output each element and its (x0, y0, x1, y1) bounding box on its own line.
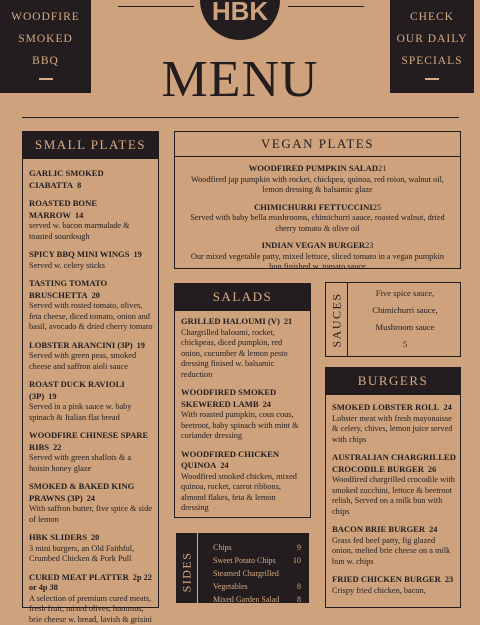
menu-item-price: 23 (445, 575, 453, 584)
menu-item-head (29, 430, 153, 453)
left-badge-line: SMOKED (0, 28, 91, 50)
menu-item-price: 21 (378, 164, 386, 173)
side-item (213, 541, 301, 554)
logo-mark (196, 0, 284, 50)
burgers-panel (325, 394, 461, 608)
menu-item-name: HBK SLIDERS (29, 532, 87, 542)
menu-item-price: 8 (77, 181, 81, 190)
menu-item-head (29, 249, 153, 261)
menu-item-head (29, 572, 153, 594)
menu-item (181, 387, 305, 442)
sides-panel (176, 533, 309, 603)
menu-item (29, 249, 153, 271)
menu-item-name: INDIAN VEGAN BURGER (262, 240, 365, 250)
menu-item-price: 2p 22 or 4p 38 (29, 573, 152, 593)
salads-list (181, 316, 305, 514)
right-badge-line: OUR DAILY (390, 28, 474, 50)
menu-item (29, 532, 153, 565)
side-item-price: 9 (297, 541, 301, 554)
side-item-name: Sweet Potato Chips (213, 554, 276, 567)
side-item-price: 8 (297, 593, 301, 606)
side-item-name: Mixed Garden Salad (213, 593, 279, 606)
menu-item-name: FRIED CHICKEN BURGER (332, 574, 441, 584)
top-rule-right (288, 6, 364, 7)
menu-item-head (187, 240, 448, 252)
top-rule-left (118, 6, 194, 7)
menu-item-head (181, 449, 305, 472)
badge-dash (39, 78, 53, 80)
menu-item-desc: With roasted pumpkin, cous cous, beetroot, baby spinach with mint & coriander dressing (181, 410, 305, 442)
menu-item (29, 572, 153, 625)
menu-item-desc: Crispy fried chicken, bacon, (332, 586, 456, 597)
logo (196, 0, 284, 50)
small-plates-panel (22, 158, 159, 608)
side-item-price: 10 (293, 554, 301, 567)
menu-item-name: LOBSTER ARANCINI (3P) (29, 340, 133, 350)
sauce-item: Chimichurri sauce, (350, 302, 460, 319)
menu-item-price: 23 (365, 241, 373, 250)
menu-item-desc: Served with baby bella mushrooms, chimichurri sauce, roasted walnut, dried cherry tomato & olive oil (187, 213, 448, 234)
menu-item-price: 14 (75, 211, 83, 220)
menu-item-desc: Woodfired smoked chicken, mixed quinoa, rocket, carrot ribbons, almond flakes, feta & lemon dressing (181, 472, 305, 514)
menu-item-price: 19 (48, 392, 56, 401)
menu-item-price: 19 (137, 341, 145, 350)
menu-item-desc: Lobster meat with fresh mayonaisse & celery, chives, lemon juice served with chips (332, 414, 456, 446)
badge-dash (425, 78, 439, 80)
menu-item (29, 278, 153, 333)
menu-item-desc: A selection of premium cured meats, fresh fruit, mixed olives, hummus, brie cheese w. bread, lavish & grisini (29, 594, 153, 625)
small-plates-title: SMALL PLATES (35, 137, 146, 152)
menu-item-price: 25 (373, 203, 381, 212)
menu-item (181, 449, 305, 514)
menu-item-desc: Served w. celery sticks (29, 261, 153, 272)
side-item (213, 554, 301, 567)
menu-item-name: CHIMICHURRI FETTUCCINI (254, 202, 373, 212)
right-badge (390, 0, 474, 93)
menu-item-name: WOODFIRED SMOKED SKEWERED LAMB (181, 387, 276, 409)
menu-item-desc: Chargrilled haloumi, rocket, chickpeas, diced pumpkin, red onion, cucumber & lemon pesto dressing finised w. balsamic reduction (181, 328, 305, 381)
menu-item (181, 316, 305, 380)
left-badge-line: BBQ (0, 50, 91, 72)
menu-item (332, 452, 456, 517)
menu-item (332, 402, 456, 445)
menu-item-price: 24 (443, 403, 451, 412)
small-plates-header (22, 131, 159, 158)
salads-panel (174, 310, 311, 518)
menu-item-head (332, 574, 456, 586)
menu-item-head (187, 163, 448, 175)
side-item-name: Vegetables (213, 580, 248, 593)
menu-item-head (332, 452, 456, 475)
sauces-header: SAUCES (329, 292, 344, 347)
menu-item-head (332, 524, 456, 536)
menu-item-name: GARLIC SMOKED CIABATTA (29, 168, 104, 190)
menu-item-price: 20 (92, 291, 100, 300)
sides-header: SIDES (179, 551, 194, 592)
menu-item-name: WOODFIRED CHICKEN QUINOA (181, 449, 279, 471)
side-item (213, 567, 301, 580)
sauce-item: Five spice sauce, (350, 285, 460, 302)
left-badge-line: WOODFIRE (0, 6, 91, 28)
menu-item-name: WOODFIRED PUMPKIN SALAD (249, 163, 378, 173)
sides-label-strip (176, 533, 198, 603)
menu-item (29, 198, 153, 242)
menu-item-head (332, 402, 456, 414)
menu-item-price: 24 (220, 461, 228, 470)
logo-text: HBK (212, 0, 269, 26)
menu-item-desc: 3 mini burgers, an Old Faithful, Crumbed Chicken & Pork Pull (29, 544, 153, 565)
menu-item-head (29, 340, 153, 352)
vegan-header: VEGAN PLATES (175, 132, 460, 157)
menu-item-price: 24 (263, 400, 271, 409)
menu-item (187, 240, 448, 273)
side-item-name: Steamed Chargrilled (213, 567, 279, 580)
menu-item-name: CURED MEAT PLATTER (29, 572, 129, 582)
menu-item-head (29, 198, 153, 221)
menu-item-price: 24 (87, 494, 95, 503)
menu-item-name: SPICY BBQ MINI WINGS (29, 249, 130, 259)
menu-item-desc: Served with rosted tomato, olives, feta cheese, diced tomato, onion and basil, avocado & dried cherry tomato (29, 301, 153, 333)
menu-item-name: SMOKED LOBSTER ROLL (332, 402, 439, 412)
menu-item-head (29, 168, 153, 191)
menu-item-desc: With saffron butter, five spice & side of lemon (29, 504, 153, 525)
sauces-list (350, 285, 460, 353)
menu-item-name: WOODFIRE CHINESE SPARE RIBS (29, 430, 148, 452)
left-badge (0, 0, 91, 93)
menu-item-head (181, 387, 305, 410)
menu-item-desc: Served with green shallots & a hoisin honey glaze (29, 453, 153, 474)
vegan-panel (174, 131, 461, 269)
menu-item-name: BACON BRIE BURGER (332, 524, 425, 534)
burgers-header (325, 367, 461, 394)
menu-item-head (29, 481, 153, 504)
menu-item (29, 481, 153, 525)
menu-item (29, 340, 153, 373)
menu-item-desc: Served in a pink sauce w. baby spinach & Italian flat bread (29, 402, 153, 423)
menu-item-desc: Our mixed vegetable patty, mixed lettuce, sliced tomato in a vegan pumpkin bun finished w. tomato sauce (187, 252, 448, 273)
burgers-title: BURGERS (358, 373, 428, 388)
menu-item-desc: Woodfired chargrilled crocodile with smoked zucchini, lettuce & beetroot relish, Served on a milk bun with chips (332, 475, 456, 517)
menu-item (187, 202, 448, 235)
menu-item (29, 379, 153, 423)
menu-item-price: 24 (429, 525, 437, 534)
small-plates-list (29, 168, 153, 625)
menu-item-name: AUSTRALIAN CHARGRILLED CROCODILE BURGER (332, 452, 456, 474)
side-item-name: Chips (213, 541, 232, 554)
menu-item-price: 26 (428, 465, 436, 474)
menu-item-desc: Grass fed beef patty, fig glazed onion, melted brie cheese on a milk bun w. chips (332, 536, 456, 568)
menu-item-head (29, 379, 153, 402)
sauces-label-strip (326, 283, 348, 356)
menu-item (332, 524, 456, 567)
menu-item-head (181, 316, 305, 328)
menu-item (187, 163, 448, 196)
page-title: MENU (150, 50, 330, 110)
menu-item-name: GRILLED HALOUMI (V) (181, 316, 280, 326)
sauce-item: 5 (350, 336, 460, 353)
menu-item-price: 19 (134, 250, 142, 259)
right-badge-line: SPECIALS (390, 50, 474, 72)
menu-item (29, 430, 153, 474)
menu-item (29, 168, 153, 191)
menu-item (332, 574, 456, 596)
menu-item-price: 22 (53, 443, 61, 452)
salads-title: SALADS (213, 289, 273, 304)
menu-item-desc: served w. bacon marmalade & toasted sourdough (29, 221, 153, 242)
menu-item-desc: Woodfired jap pumpkin with rocket, chickpea, quinoa, red roion, walnut oil, lemon dressing & balsamic glaze (187, 175, 448, 196)
menu-item-name: ROAST DUCK RAVIOLI (3P) (29, 379, 125, 401)
title-separator (22, 117, 459, 118)
salads-header (174, 283, 311, 310)
menu-item-desc: Served with green peas, smoked cheese and saffron aioli sauce (29, 351, 153, 372)
side-item (213, 580, 301, 593)
menu-item-price: 20 (91, 533, 99, 542)
sauce-item: Mushroom sauce (350, 319, 460, 336)
menu-item-price: 21 (284, 317, 292, 326)
sides-list (213, 541, 301, 606)
menu-item-head (187, 202, 448, 214)
menu-item-head (29, 532, 153, 544)
menu-item-name: SMOKED & BAKED KING PRAWNS (3P) (29, 481, 134, 503)
sauces-panel (325, 282, 461, 357)
vegan-list (175, 157, 460, 273)
side-item-price: 8 (297, 580, 301, 593)
right-badge-line: CHECK (390, 6, 474, 28)
menu-item-head (29, 278, 153, 301)
burgers-list (332, 402, 456, 596)
menu-item-name: ROASTED BONE MARROW (29, 198, 97, 220)
menu-item-name: TASTING TOMATO BRUSCHETTA (29, 278, 107, 300)
